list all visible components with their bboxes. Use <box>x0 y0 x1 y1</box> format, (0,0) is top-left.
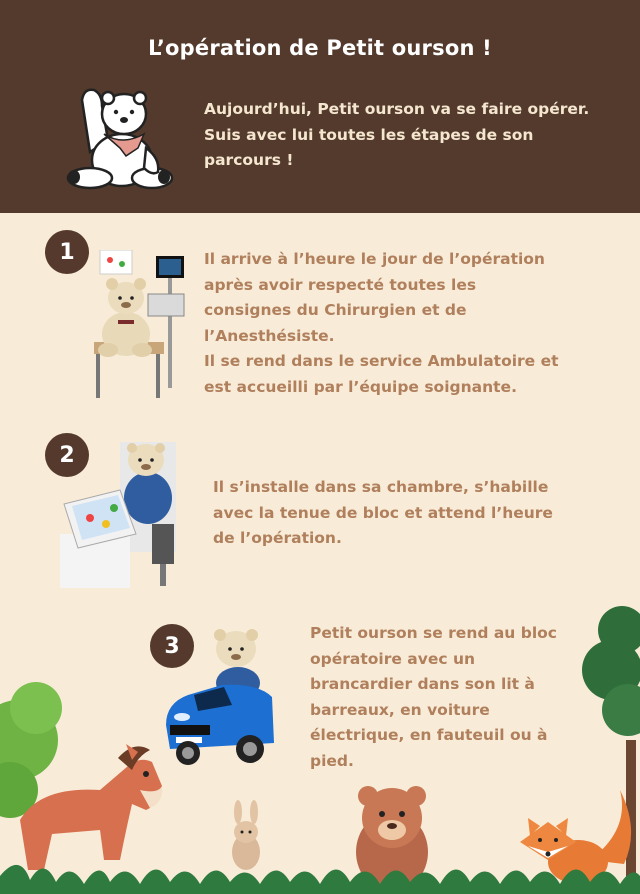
step-1-line: est accueilli par l’équipe soignante. <box>204 377 517 396</box>
step-3-line: électrique, en fauteuil ou à <box>310 726 548 744</box>
polar-bear-mascot-icon <box>60 82 175 192</box>
step-1-line: Il se rend dans le service Ambulatoire et <box>204 352 559 370</box>
step-3-badge: 3 <box>150 624 194 668</box>
step-2-line: de l’opération. <box>213 529 342 547</box>
step-1-line: l’Anesthésiste. <box>204 326 335 345</box>
forest-animals-scenery <box>0 590 640 894</box>
step-2-text <box>213 475 623 552</box>
step-2-badge: 2 <box>45 433 89 477</box>
step-3-line: opératoire avec un <box>310 649 476 668</box>
step-1-badge: 1 <box>45 230 89 274</box>
rabbit-icon <box>232 800 260 870</box>
step-3-line: brancardier dans son lit à <box>310 675 535 693</box>
teddy-bear-photo-step-2 <box>60 438 180 588</box>
step-2-line: Il s’installe dans sa chambre, s’habille <box>213 478 549 496</box>
step-2-line: avec la tenue de bloc et attend l’heure <box>213 503 553 522</box>
step-1-line: consignes du Chirurgien et de <box>204 301 467 319</box>
tree-icon <box>582 606 640 880</box>
step-3-line: barreaux, en voiture <box>310 700 490 719</box>
step-1-text <box>204 247 624 400</box>
header-banner <box>0 0 640 213</box>
teddy-bear-photo-step-1 <box>86 250 196 400</box>
step-3-line: pied. <box>310 751 354 770</box>
step-3-line: Petit ourson se rend au bloc <box>310 624 557 642</box>
intro-text: Aujourd’hui, Petit ourson va se faire opérer. Suis avec lui toutes les étapes de son parcours ! <box>204 100 590 169</box>
step-1-line: après avoir respecté toutes les <box>204 275 477 294</box>
page-title: L’opération de Petit ourson ! <box>148 36 492 60</box>
grass-icon <box>0 865 640 894</box>
step-1-line: Il arrive à l’heure le jour de l’opération <box>204 250 545 268</box>
